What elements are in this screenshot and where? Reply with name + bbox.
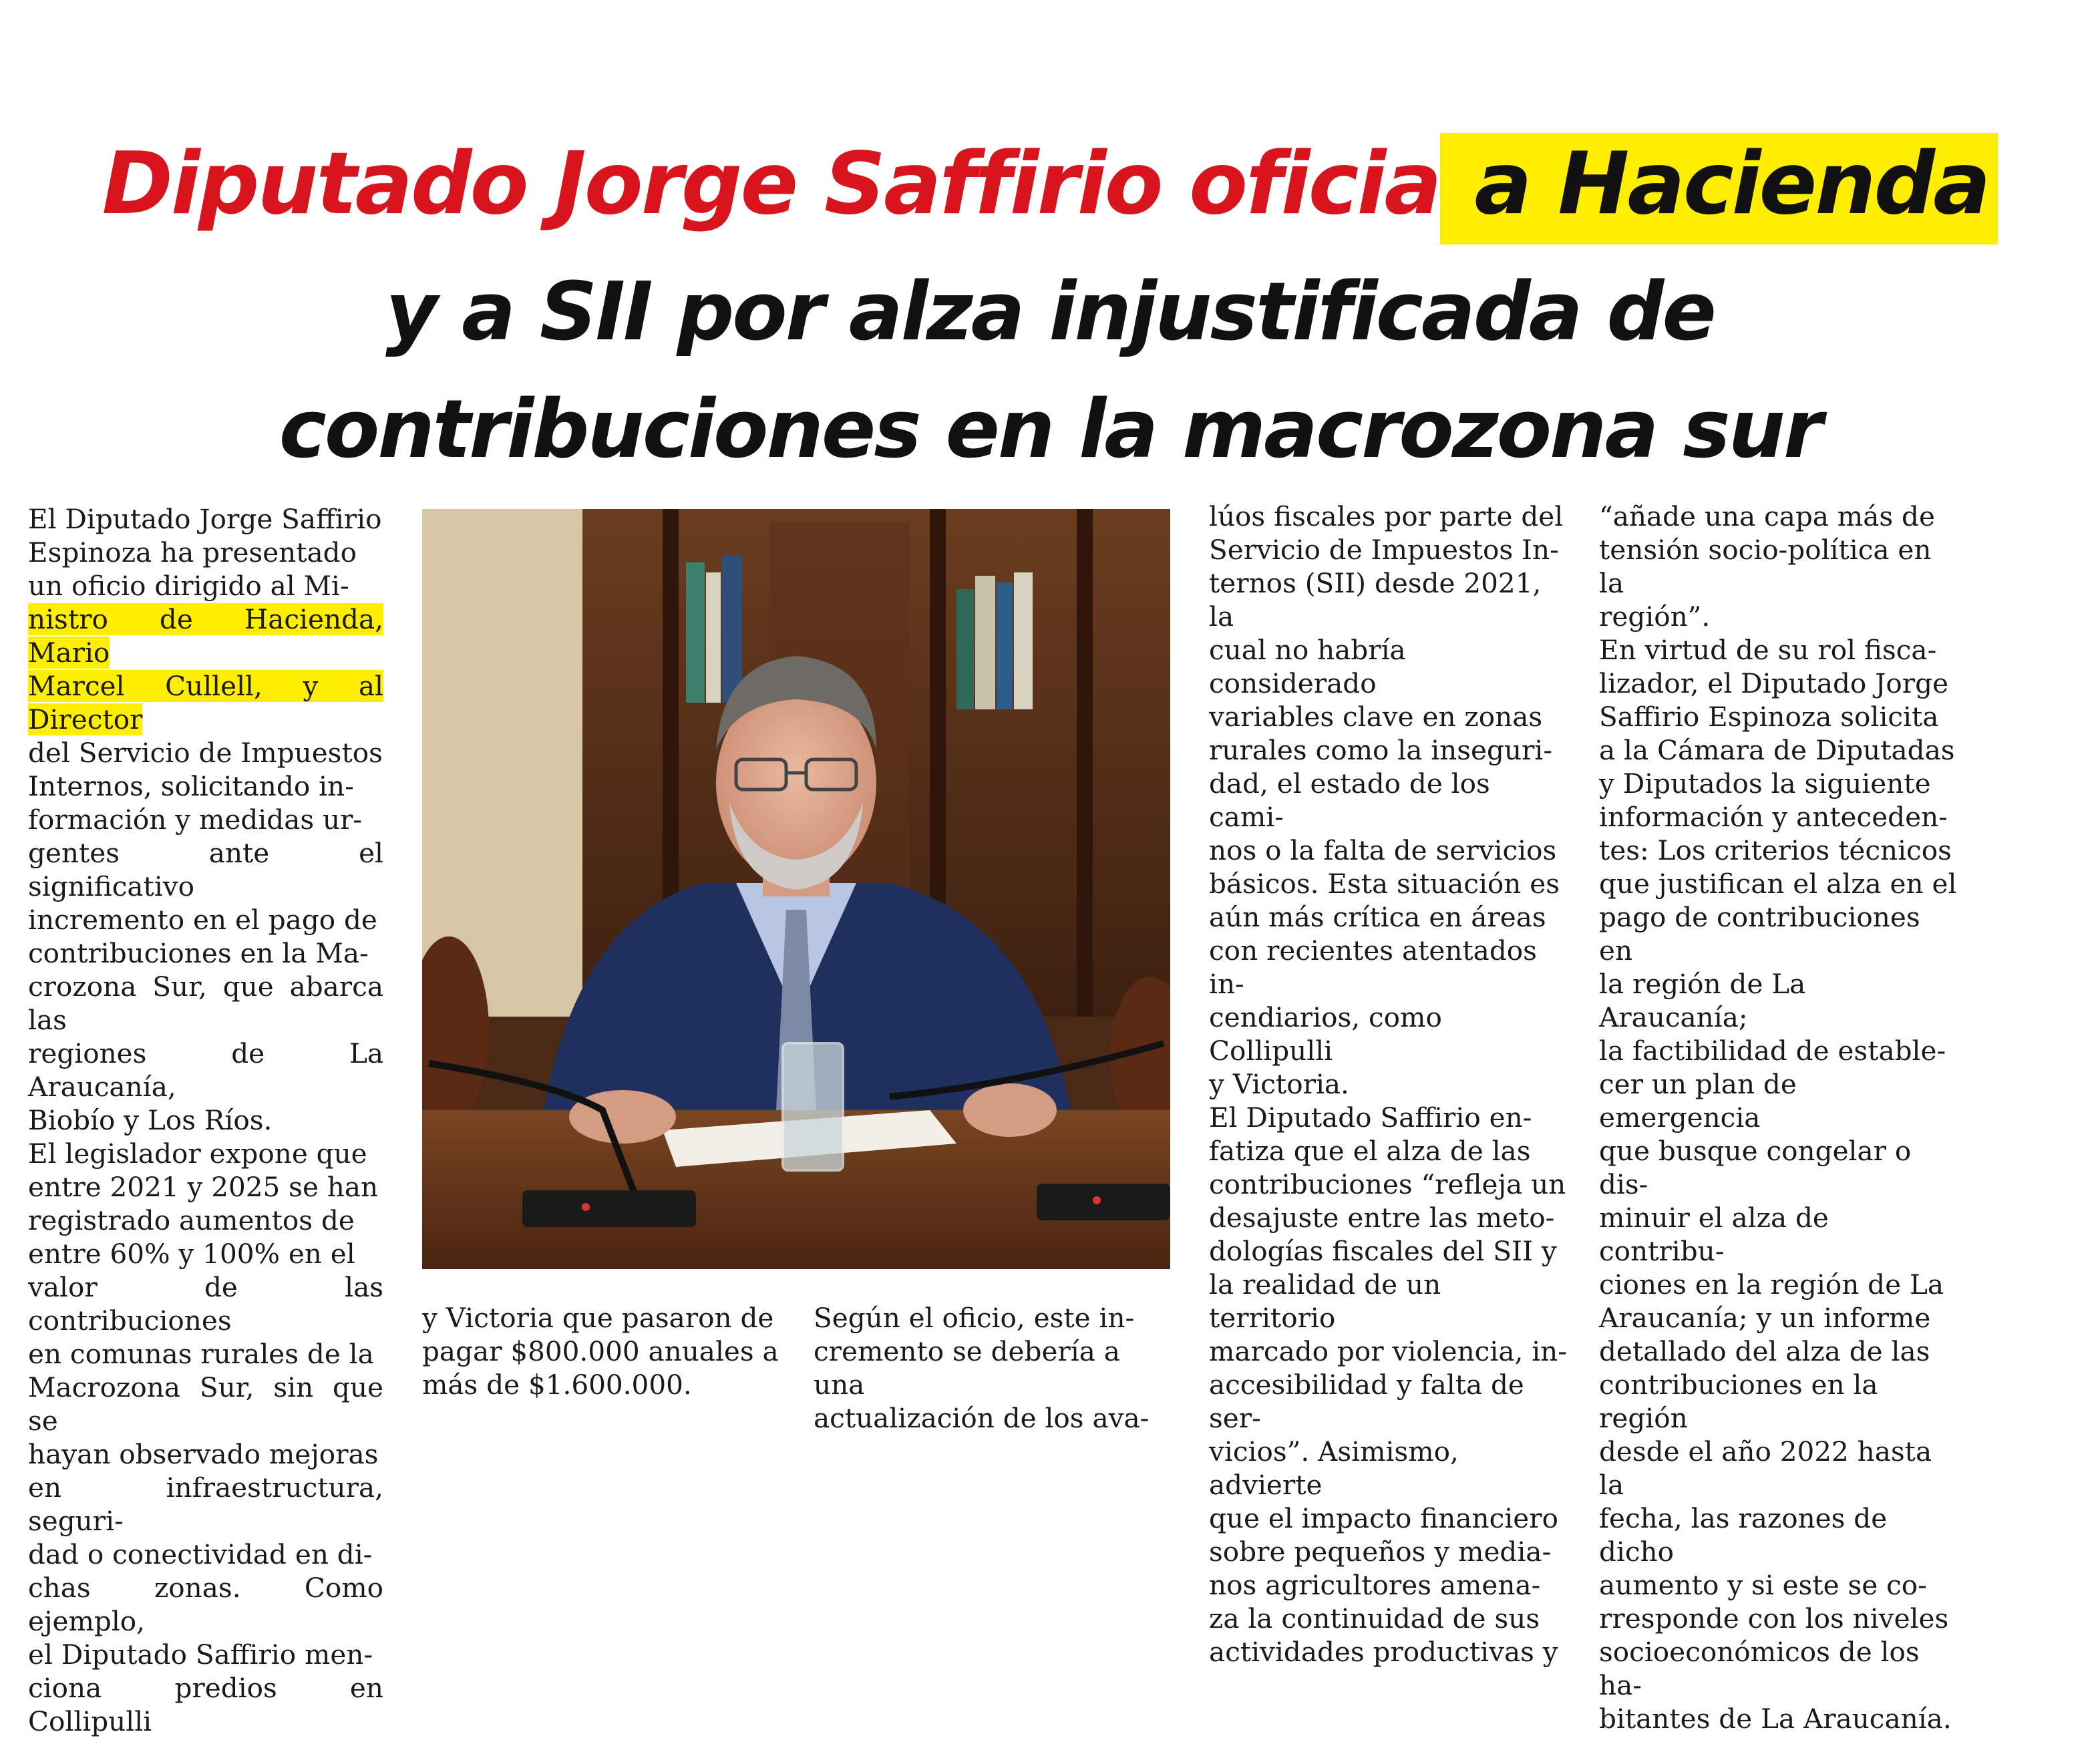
- headline-line-1: [0, 134, 2100, 234]
- article-column-2: y Victoria que pasaron de pagar $800.000 anuales a más de $1.600.000.: [422, 1302, 779, 1401]
- col1-text-b: del Servicio de Impuestos Internos, solicitando in- formación y medidas ur- gentes ante el significativo incremento en el pago de contribuciones en la Ma- crozona Sur, que abarca las regiones de La Araucanía, Biobío y Los Ríos. El legislador expone que entre 2021 y 2025 se han registrado aumentos de entre 60% y 100% en el valor de las contribuciones en comunas rurales de la Macrozona Sur, sin que se hayan observado mejoras en infraestructura, seguri- dad o conectividad en di- chas zonas. Como ejemplo, el Diputado Saffirio men- ciona predios en Collipulli: [28, 737, 383, 1737]
- headline-red-text: Diputado Jorge Saffirio oficia: [102, 134, 1440, 234]
- col1-text-a: El Diputado Jorge Saffirio Espinoza ha presentado un oficio dirigido al Mi-: [28, 503, 382, 602]
- article-column-5: “añade una capa más de tensión socio-política en la región”. En virtud de su rol fisca- lizador, el Diputado Jorge Saffirio Espinoza solicita a la Cámara de Diputadas y Diputados la siguiente información y anteceden- tes: Los criterios técnicos que justifican el alza en el pago de contribuciones en la región de La Araucanía; la factibilidad de estable- cer un plan de emergencia que busque congelar o dis- minuir el alza de contribu- ciones en la región de La Araucanía; y un informe detallado del alza de las contribuciones en la región desde el año 2022 hasta la fecha, las razones de dicho aumento y si este se co- rresponde con los niveles socioeconómicos de los ha- bitantes de La Araucanía.: [1599, 500, 1957, 1735]
- col1-highlighted-text: nistro de Hacienda, Mario Marcel Cullell, y al Director: [28, 603, 383, 735]
- headline-highlighted-text: a Hacienda: [1440, 133, 1998, 244]
- headline-line-3: contribuciones en la macrozona sur: [279, 383, 1821, 476]
- headline-line-2: y a SII por alza injustificada de: [385, 266, 1715, 359]
- article-photo: [422, 509, 1170, 1269]
- article-column-3: Según el oficio, este in- cremento se debería a una actualización de los ava-: [814, 1302, 1150, 1434]
- article-column-1: [28, 502, 383, 1738]
- article-column-4: lúos fiscales por parte del Servicio de Impuestos In- ternos (SII) desde 2021, la cual no habría considerado variables clave en zonas rurales como la inseguri- dad, el estado de los cami- nos o la falta de servicios básicos. Esta situación es aún más crítica en áreas con recientes atentados in- cendiarios, como Collipulli y Victoria. El Diputado Saffirio en- fatiza que el alza de las contribuciones “refleja un desajuste entre las meto- dologías fiscales del SII y la realidad de un territorio marcado por violencia, in- accesibilidad y falta de ser- vicios”. Asimismo, advierte que el impacto financiero sobre pequeños y media- nos agricultores amena- za la continuidad de sus actividades productivas y: [1209, 500, 1567, 1668]
- portrait-photo-illustration: [422, 509, 1170, 1269]
